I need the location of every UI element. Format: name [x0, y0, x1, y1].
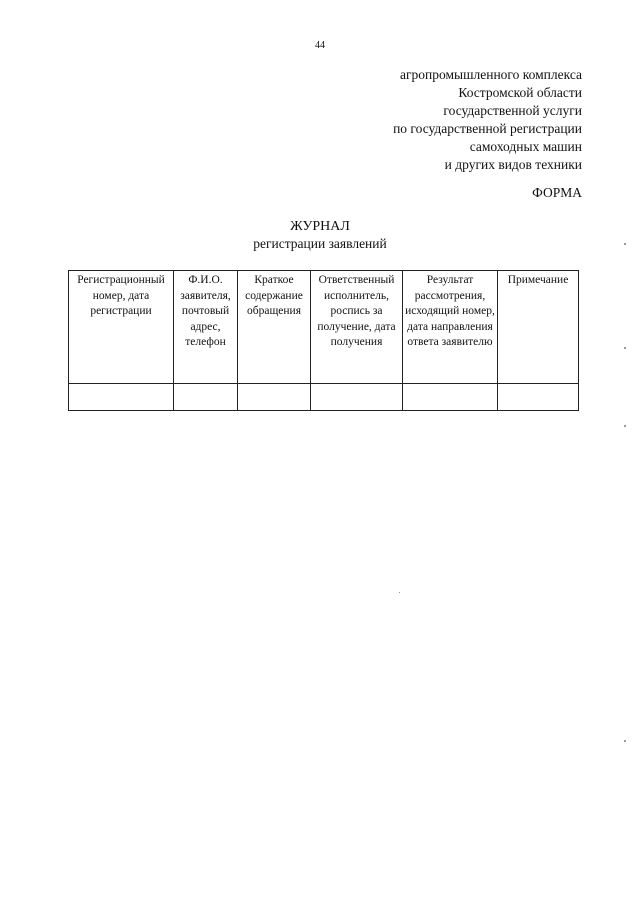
form-label: ФОРМА	[532, 185, 582, 200]
column-header-summary: Краткое содержание обращения	[238, 271, 311, 384]
scan-speck	[624, 425, 626, 427]
column-header-responsible: Ответственный исполнитель, роспись за получение, дата получения	[311, 271, 403, 384]
addressee-line: государственной услуги	[443, 103, 582, 118]
journal-subtitle: регистрации заявлений	[253, 236, 387, 251]
scan-speck	[624, 243, 626, 245]
table-cell	[311, 384, 403, 411]
table-cell	[403, 384, 498, 411]
column-header-applicant: Ф.И.О. заявителя, почтовый адрес, телефон	[174, 271, 238, 384]
scan-speck	[624, 740, 626, 742]
table-cell	[238, 384, 311, 411]
addressee-line: по государственной регистрации	[393, 121, 582, 136]
addressee-line: Костромской области	[458, 85, 582, 100]
column-header-note: Примечание	[498, 271, 579, 384]
journal-title: ЖУРНАЛ	[290, 219, 350, 234]
registration-journal-table	[68, 270, 579, 411]
table-cell	[69, 384, 174, 411]
scan-speck	[624, 347, 626, 349]
page-number: 44	[315, 40, 325, 51]
addressee-line: и других видов техники	[444, 157, 582, 172]
addressee-line: самоходных машин	[469, 139, 582, 154]
table-row	[69, 384, 579, 411]
scan-speck	[399, 592, 400, 593]
table-cell	[498, 384, 579, 411]
table-header-row	[69, 271, 579, 384]
addressee-line: агропромышленного комплекса	[400, 67, 582, 82]
addressee-block	[393, 66, 582, 174]
table-cell	[174, 384, 238, 411]
column-header-result: Результат рассмотрения, исходящий номер, дата направления ответа заявителю	[403, 271, 498, 384]
column-header-registration-number: Регистрационный номер, дата регистрации	[69, 271, 174, 384]
